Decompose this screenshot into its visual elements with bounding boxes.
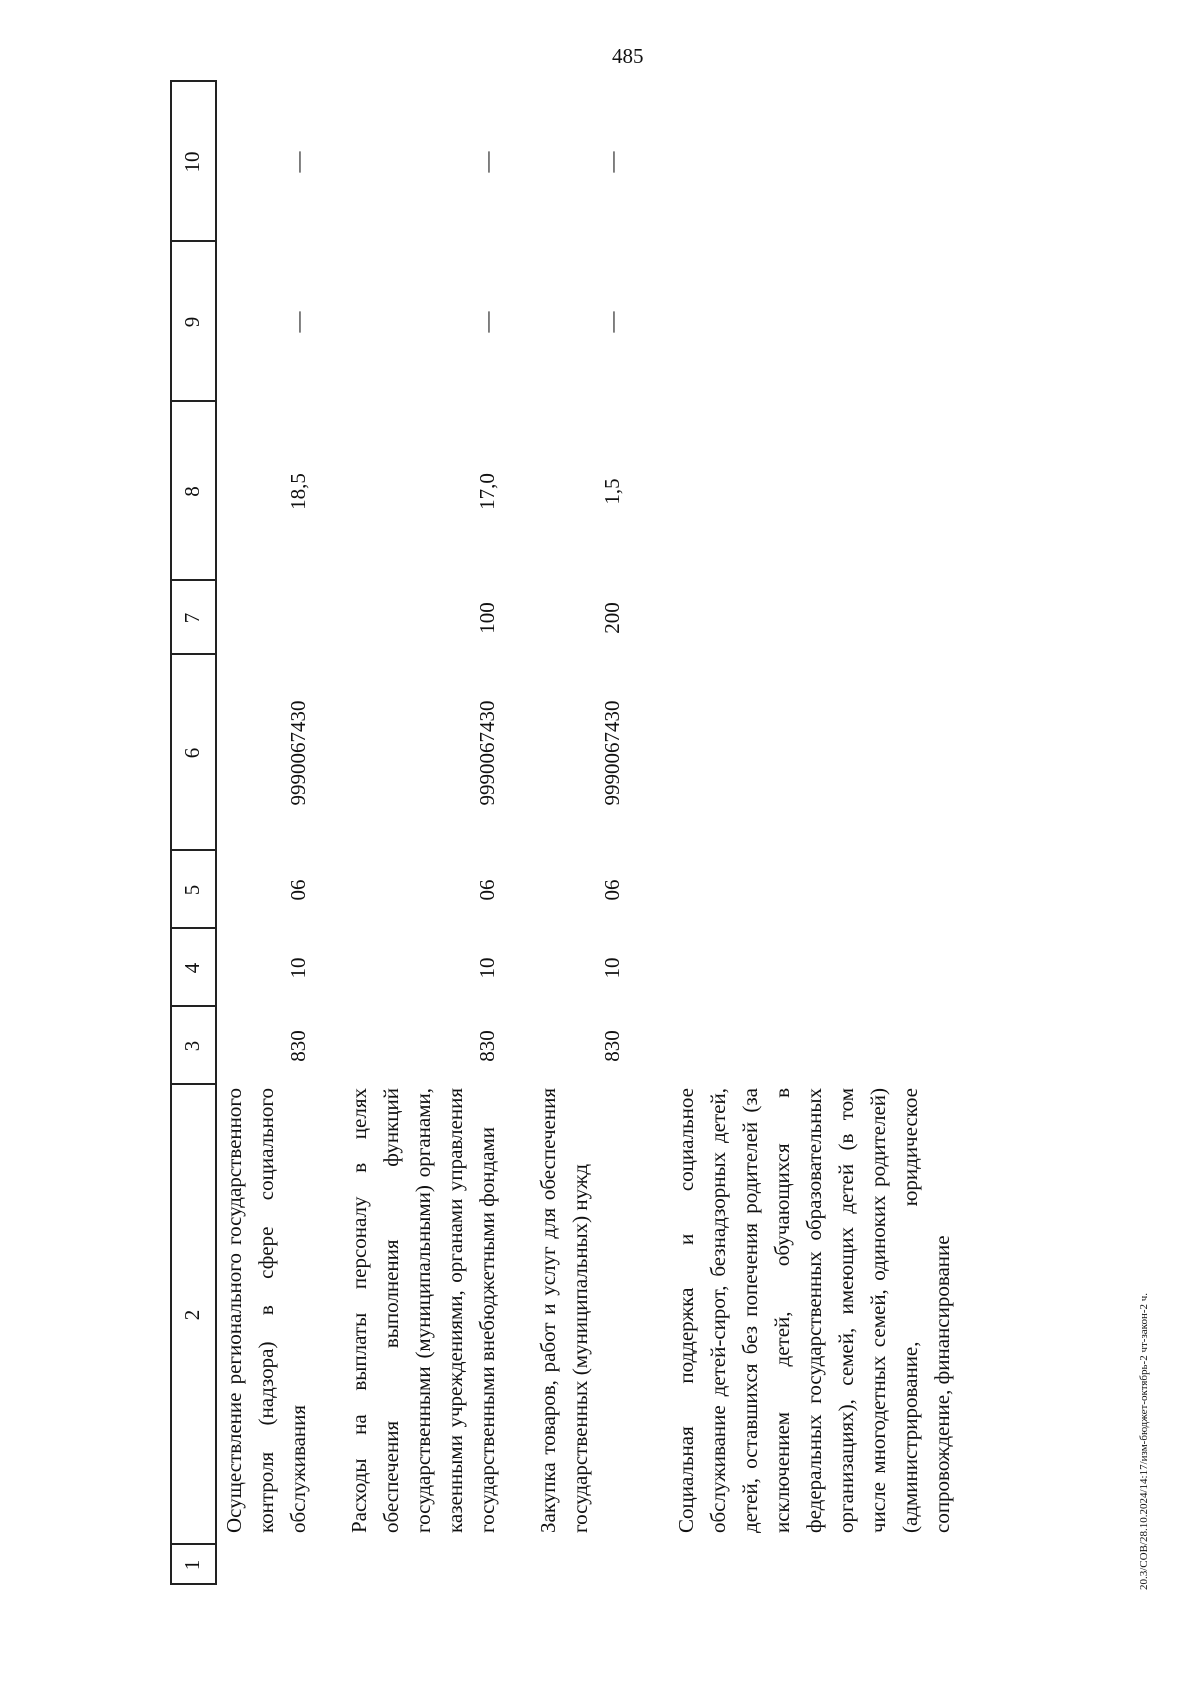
cell-col-9: — xyxy=(600,311,624,333)
cell-col-3: 830 xyxy=(600,1030,624,1062)
cell-col-5: 06 xyxy=(286,879,310,901)
cell-col-9: — xyxy=(475,311,499,333)
cell-col-10: — xyxy=(475,151,499,173)
header-col-2: 2 xyxy=(180,1309,204,1321)
cell-col-10: — xyxy=(600,151,624,173)
cell-col-9: — xyxy=(286,311,310,333)
row-description: Расходы на выплаты персоналу в целях обеспечения выполнения функций государственными (муниципальными) органами, казенными учреждениями, органами управления государственными внебюджетными фондами xyxy=(347,1088,499,1533)
document-footer-code: 20.3/СОВ/28.10.2024/14:17/изм-бюджет-октябрь-2 чт-закон-2 ч. xyxy=(1138,1292,1150,1590)
header-col-5: 5 xyxy=(180,884,204,896)
cell-col-8: 1,5 xyxy=(600,478,624,505)
row-description: Социальная поддержка и социальное обслуживание детей-сирот, безнадзорных детей, детей, оставшихся без попечения родителей (за исключением детей, обучающихся в федеральных государственных образовательных организациях), семей, имеющих детей (в том числе многодетных семей, одиноких родителей) (администрирование, юридическое сопровождение, финансирование xyxy=(674,1088,954,1533)
header-col-7: 7 xyxy=(180,612,204,624)
cell-col-5: 06 xyxy=(600,879,624,901)
header-col-1: 1 xyxy=(180,1559,204,1571)
header-col-4: 4 xyxy=(180,962,204,974)
cell-col-8: 18,5 xyxy=(286,473,310,510)
cell-col-7: 200 xyxy=(600,602,624,634)
cell-col-7: 100 xyxy=(475,602,499,634)
cell-col-6: 9990067430 xyxy=(286,700,310,806)
cell-col-4: 10 xyxy=(600,957,624,979)
cell-col-6: 9990067430 xyxy=(600,700,624,806)
cell-col-10: — xyxy=(286,151,310,173)
header-col-3: 3 xyxy=(180,1040,204,1052)
rotated-budget-table xyxy=(170,80,1040,1585)
page-number: 485 xyxy=(612,44,644,68)
cell-col-4: 10 xyxy=(475,957,499,979)
table-header-top-border xyxy=(170,80,172,1585)
cell-col-3: 830 xyxy=(475,1030,499,1062)
header-col-8: 8 xyxy=(180,486,204,497)
header-col-10: 10 xyxy=(180,151,204,173)
row-description: Закупка товаров, работ и услуг для обеспечения государственных (муниципальных) нужд xyxy=(536,1088,592,1533)
cell-col-6: 9990067430 xyxy=(475,700,499,806)
header-col-6: 6 xyxy=(180,747,204,759)
row-description: Осуществление регионального государственного контроля (надзора) в сфере социального обслуживания xyxy=(222,1088,310,1533)
table-header-bottom-border xyxy=(215,80,217,1585)
cell-col-8: 17,0 xyxy=(475,473,499,510)
cell-col-5: 06 xyxy=(475,879,499,901)
header-col-9: 9 xyxy=(180,316,204,328)
cell-col-3: 830 xyxy=(286,1030,310,1062)
cell-col-4: 10 xyxy=(286,957,310,979)
